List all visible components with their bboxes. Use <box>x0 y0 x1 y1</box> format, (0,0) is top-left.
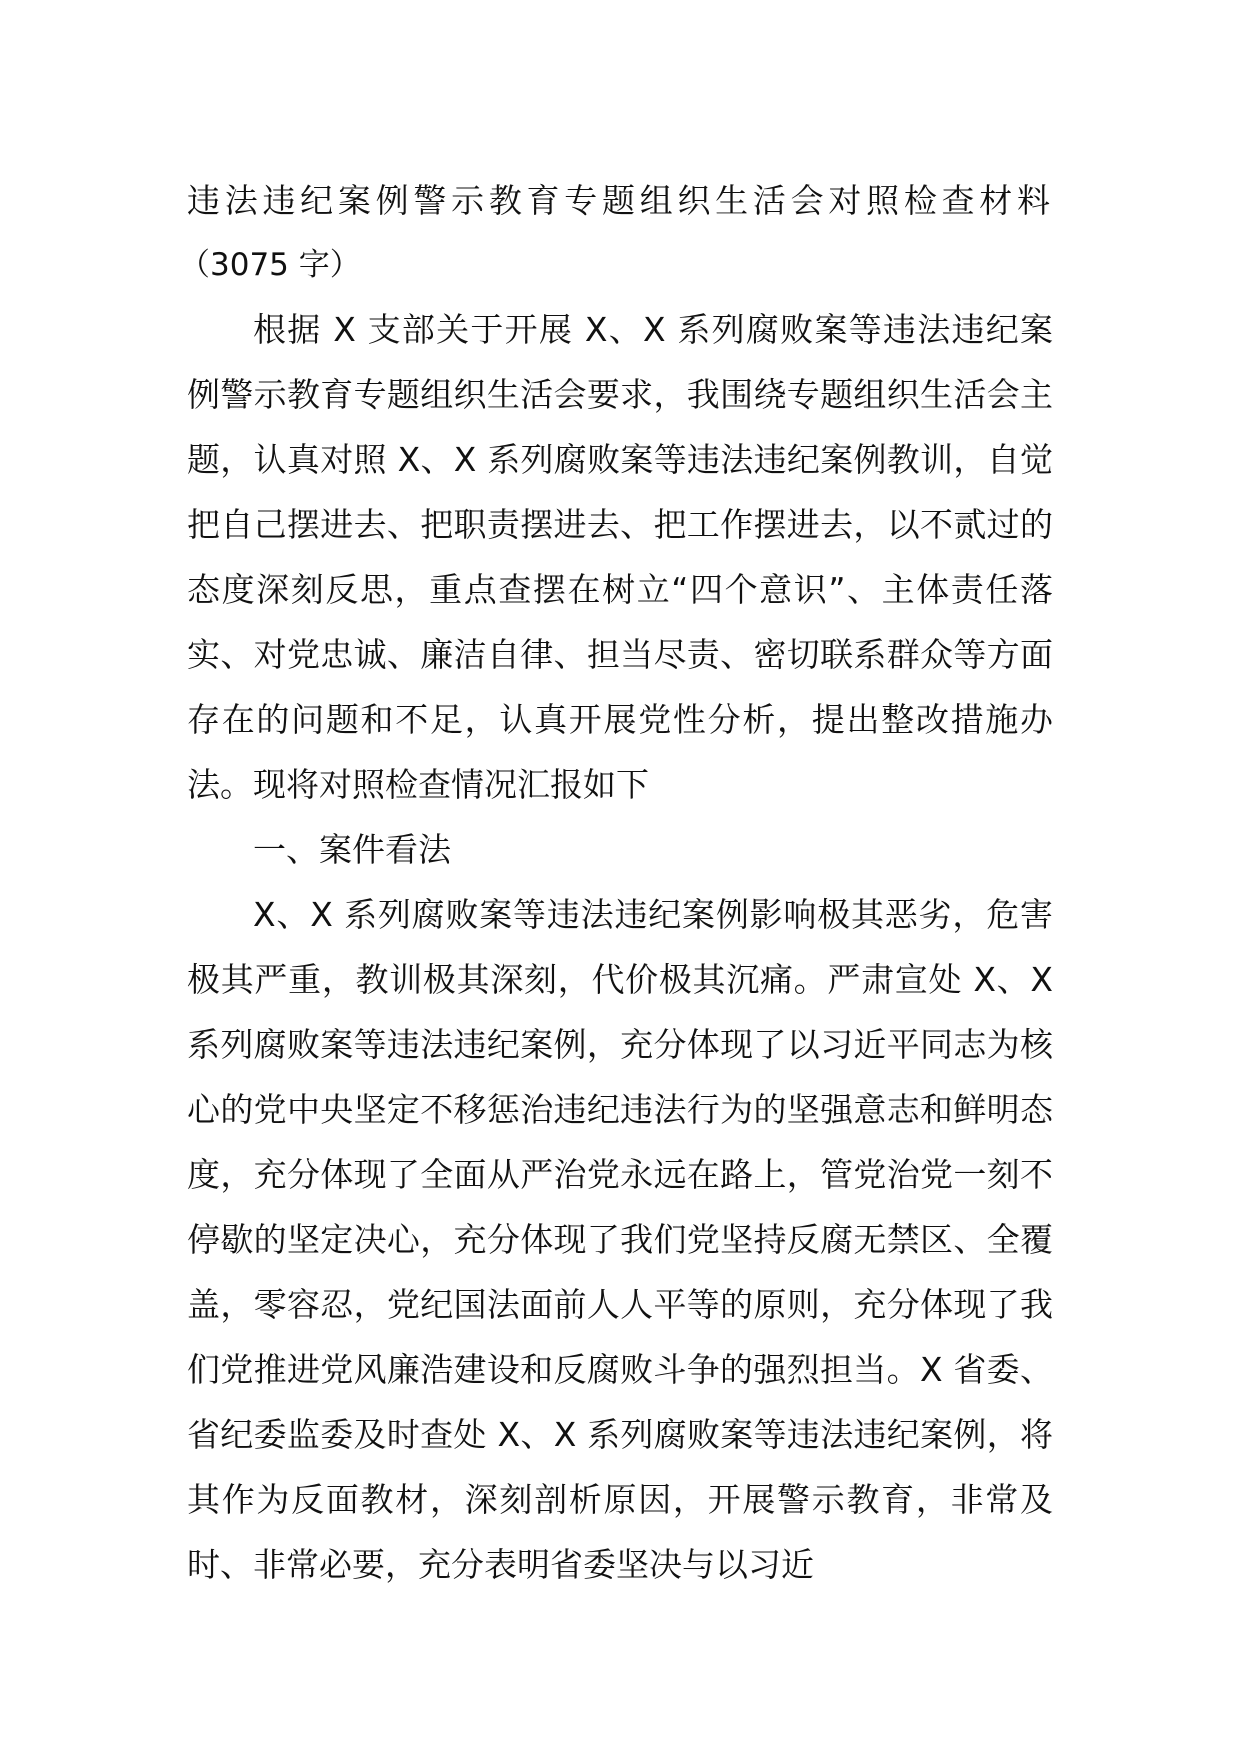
document-page <box>179 168 1053 1597</box>
section-heading: 一、案件看法 <box>253 830 451 869</box>
document-title: 违法违纪案例警示教育专题组织生活会对照检查材料 <box>187 181 1053 220</box>
word-count: （3075 字） <box>179 247 361 283</box>
section-body-paragraph: X、X 系列腐败案等违法违纪案例影响极其恶劣，危害极其严重，教训极其深刻，代价极其沉痛。严肃宣处 X、X 系列腐败案等违法违纪案例，充分体现了以习近平同志为核心的党中央坚定不移惩治违纪违法行为的坚强意志和鲜明态度，充分体现了全面从严治党永远在路上，管党治党一刻不停歇的坚定决心，充分体现了我们党坚持反腐无禁区、全覆盖，零容忍，党纪国法面前人人平等的原则，充分体现了我们党推进党风廉浩建设和反腐败斗争的强烈担当。X 省委、省纪委监委及时查处 X、X 系列腐败案等违法违纪案例，将其作为反面教材，深刻剖析原因，开展警示教育，非常及时、非常必要，充分表明省委坚决与以习近 <box>187 895 1053 1584</box>
intro-paragraph: 根据 X 支部关于开展 X、X 系列腐败案等违法违纪案例警示教育专题组织生活会要求，我围绕专题组织生活会主题，认真对照 X、X 系列腐败案等违法违纪案例教训，自觉把自己摆进去、把职责摆进去、把工作摆进去，以不贰过的态度深刻反思，重点查摆在树立“四个意识”、主体责任落实、对党忠诚、廉洁自律、担当尽责、密切联系群众等方面存在的问题和不足，认真开展党性分析，提出整改措施办法。现将对照检查情况汇报如下 <box>187 310 1053 804</box>
